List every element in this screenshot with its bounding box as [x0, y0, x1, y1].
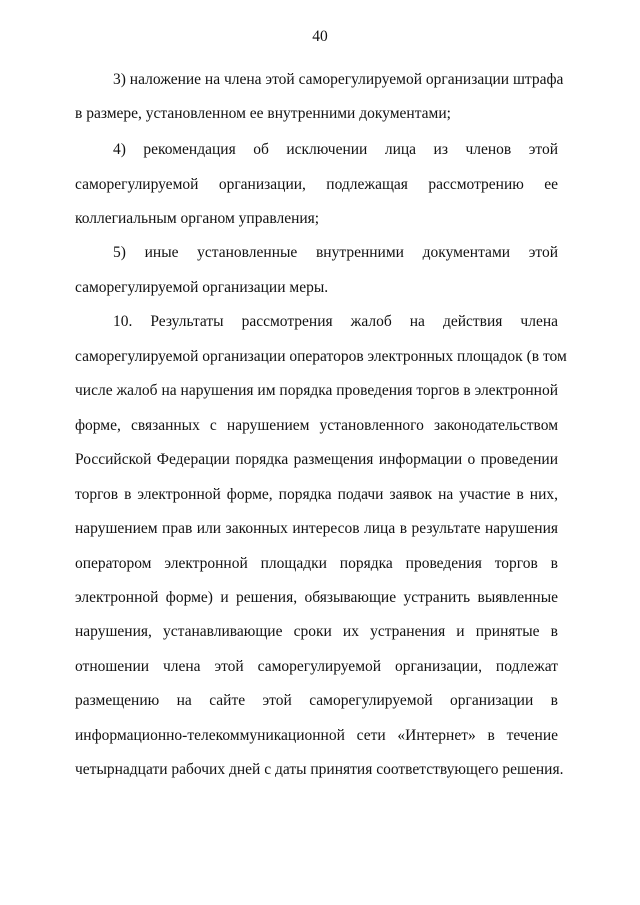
text-line: четырнадцати рабочих дней с даты принятия соответствующего решения. [75, 761, 564, 778]
text-line: форме, связанных с нарушением установленного законодательством [75, 417, 558, 434]
text-line: в размере, установленном ее внутренними документами; [75, 105, 451, 122]
text-line: торгов в электронной форме, порядка подачи заявок на участие в них, [75, 486, 558, 503]
text-line: Российской Федерации порядка размещения информации о проведении [75, 451, 558, 468]
text-line: 5) иные установленные внутренними документами этой [113, 244, 558, 261]
text-line: информационно-телекоммуникационной сети «Интернет» в течение [75, 727, 558, 744]
text-line: 4) рекомендация об исключении лица из членов этой [113, 141, 558, 158]
text-line: нарушения, устанавливающие сроки их устранения и принятые в [75, 623, 558, 640]
page-number: 40 [312, 28, 328, 45]
text-line: саморегулируемой организации операторов электронных площадок (в том [75, 348, 567, 365]
text-line: размещению на сайте этой саморегулируемой организации в [75, 692, 558, 709]
text-line: нарушением прав или законных интересов лица в результате нарушения [75, 520, 558, 537]
text-line: саморегулируемой организации меры. [75, 279, 329, 296]
text-line: саморегулируемой организации, подлежащая рассмотрению ее [75, 176, 558, 193]
text-line: оператором электронной площадки порядка проведения торгов в [75, 555, 558, 572]
text-line: электронной форме) и решения, обязывающие устранить выявленные [75, 589, 558, 606]
text-line: коллегиальным органом управления; [75, 210, 320, 227]
text-line: 3) наложение на члена этой саморегулируемой организации штрафа [113, 71, 564, 88]
text-line: числе жалоб на нарушения им порядка проведения торгов в электронной [75, 382, 558, 399]
text-line: 10. Результаты рассмотрения жалоб на действия члена [113, 313, 558, 330]
text-line: отношении члена этой саморегулируемой организации, подлежат [75, 658, 558, 675]
